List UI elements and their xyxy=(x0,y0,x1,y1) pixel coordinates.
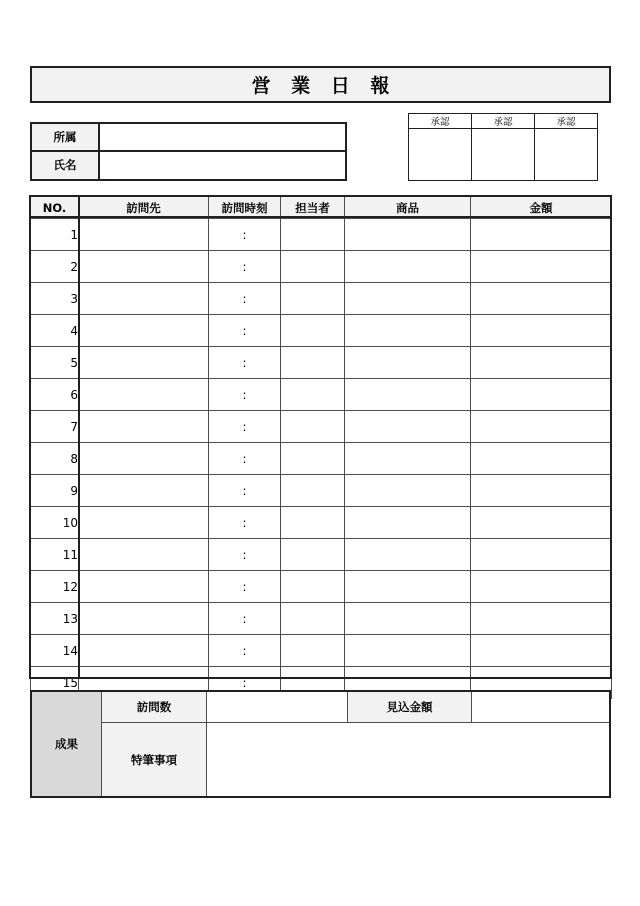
cell-destination[interactable] xyxy=(79,347,209,379)
person-info-block xyxy=(30,122,347,181)
name-row xyxy=(32,152,345,180)
cell-amount[interactable] xyxy=(471,379,612,411)
cell-destination[interactable] xyxy=(79,379,209,411)
cell-product[interactable] xyxy=(345,283,471,315)
name-label: 氏名 xyxy=(32,152,100,180)
results-remarks-row xyxy=(102,723,609,796)
affiliation-row xyxy=(32,124,345,152)
cell-no: 8 xyxy=(31,443,79,475)
table-row xyxy=(31,347,612,379)
cell-visit-time[interactable]: : xyxy=(209,443,281,475)
results-block xyxy=(30,690,611,798)
header-person-in-charge: 担当者 xyxy=(281,197,345,219)
cell-product[interactable] xyxy=(345,347,471,379)
approval-cell-3 xyxy=(535,114,597,180)
cell-visit-time[interactable]: : xyxy=(209,571,281,603)
approval-cell-1 xyxy=(409,114,472,180)
page-title: 営 業 日 報 xyxy=(251,75,397,97)
cell-no: 12 xyxy=(31,571,79,603)
cell-amount[interactable] xyxy=(471,219,612,251)
cell-no: 10 xyxy=(31,507,79,539)
table-row xyxy=(31,411,612,443)
cell-person-in-charge[interactable] xyxy=(281,539,345,571)
results-main xyxy=(102,692,609,796)
table-row xyxy=(31,379,612,411)
cell-amount[interactable] xyxy=(471,603,612,635)
cell-no: 6 xyxy=(31,379,79,411)
table-row xyxy=(31,315,612,347)
cell-product[interactable] xyxy=(345,379,471,411)
cell-amount[interactable] xyxy=(471,411,612,443)
approval-cell-2 xyxy=(472,114,535,180)
cell-amount[interactable] xyxy=(471,475,612,507)
table-row xyxy=(31,283,612,315)
approval-label-2: 承認 xyxy=(472,114,534,129)
cell-product[interactable] xyxy=(345,507,471,539)
visit-count-label: 訪問数 xyxy=(102,692,207,722)
cell-destination[interactable] xyxy=(79,283,209,315)
table-row xyxy=(31,219,612,251)
cell-visit-time[interactable]: : xyxy=(209,379,281,411)
cell-person-in-charge[interactable] xyxy=(281,219,345,251)
cell-visit-time[interactable]: : xyxy=(209,315,281,347)
table-row xyxy=(31,571,612,603)
cell-person-in-charge[interactable] xyxy=(281,347,345,379)
cell-destination[interactable] xyxy=(79,219,209,251)
cell-no: 7 xyxy=(31,411,79,443)
visit-count-input[interactable] xyxy=(207,692,348,722)
approval-label-1: 承認 xyxy=(409,114,471,129)
cell-amount[interactable] xyxy=(471,571,612,603)
header-destination: 訪問先 xyxy=(79,197,209,219)
cell-destination[interactable] xyxy=(79,475,209,507)
cell-visit-time[interactable]: : xyxy=(209,635,281,667)
approval-stamp-box xyxy=(408,113,598,181)
cell-person-in-charge[interactable] xyxy=(281,507,345,539)
cell-no: 4 xyxy=(31,315,79,347)
cell-visit-time[interactable]: : xyxy=(209,411,281,443)
cell-amount[interactable] xyxy=(471,283,612,315)
remarks-label: 特筆事項 xyxy=(102,723,207,796)
results-summary-row xyxy=(102,692,609,723)
approval-label-3: 承認 xyxy=(535,114,597,129)
table-row xyxy=(31,539,612,571)
expected-amount-label: 見込金額 xyxy=(348,692,472,722)
cell-destination[interactable] xyxy=(79,539,209,571)
cell-product[interactable] xyxy=(345,571,471,603)
cell-visit-time[interactable]: : xyxy=(209,507,281,539)
cell-person-in-charge[interactable] xyxy=(281,475,345,507)
table-row xyxy=(31,603,612,635)
cell-no: 5 xyxy=(31,347,79,379)
table-row xyxy=(31,507,612,539)
name-input[interactable] xyxy=(100,152,345,180)
cell-no: 3 xyxy=(31,283,79,315)
affiliation-label: 所属 xyxy=(32,124,100,150)
cell-destination[interactable] xyxy=(79,443,209,475)
form-title-bar xyxy=(30,66,611,103)
cell-person-in-charge[interactable] xyxy=(281,571,345,603)
table-row xyxy=(31,635,612,667)
visit-table xyxy=(30,196,612,699)
cell-no: 9 xyxy=(31,475,79,507)
expected-amount-input[interactable] xyxy=(472,692,609,722)
remarks-input[interactable] xyxy=(207,723,609,796)
cell-destination[interactable] xyxy=(79,571,209,603)
header-amount: 金額 xyxy=(471,197,612,219)
cell-product[interactable] xyxy=(345,539,471,571)
cell-no: 1 xyxy=(31,219,79,251)
cell-amount[interactable] xyxy=(471,315,612,347)
results-side-label: 成果 xyxy=(32,692,102,796)
cell-product[interactable] xyxy=(345,411,471,443)
cell-destination[interactable] xyxy=(79,411,209,443)
cell-product[interactable] xyxy=(345,635,471,667)
cell-product[interactable] xyxy=(345,251,471,283)
cell-visit-time[interactable]: : xyxy=(209,539,281,571)
approval-stamp-area-2[interactable] xyxy=(472,129,534,180)
cell-product[interactable] xyxy=(345,603,471,635)
cell-person-in-charge[interactable] xyxy=(281,411,345,443)
cell-amount[interactable] xyxy=(471,347,612,379)
approval-stamp-area-1[interactable] xyxy=(409,129,471,180)
cell-person-in-charge[interactable] xyxy=(281,379,345,411)
cell-person-in-charge[interactable] xyxy=(281,251,345,283)
cell-destination[interactable] xyxy=(79,603,209,635)
table-row xyxy=(31,251,612,283)
cell-visit-time[interactable]: : xyxy=(209,283,281,315)
cell-visit-time[interactable]: : xyxy=(209,219,281,251)
header-no: NO. xyxy=(31,197,79,219)
cell-visit-time[interactable]: : xyxy=(209,603,281,635)
cell-amount[interactable] xyxy=(471,251,612,283)
cell-product[interactable] xyxy=(345,443,471,475)
affiliation-input[interactable] xyxy=(100,124,345,150)
cell-person-in-charge[interactable] xyxy=(281,443,345,475)
cell-amount[interactable] xyxy=(471,539,612,571)
cell-destination[interactable] xyxy=(79,251,209,283)
cell-person-in-charge[interactable] xyxy=(281,315,345,347)
visit-table-body xyxy=(31,219,612,699)
approval-stamp-area-3[interactable] xyxy=(535,129,597,180)
cell-no: 11 xyxy=(31,539,79,571)
table-row xyxy=(31,475,612,507)
cell-person-in-charge[interactable] xyxy=(281,603,345,635)
cell-visit-time[interactable]: : xyxy=(209,667,281,699)
cell-no: 2 xyxy=(31,251,79,283)
cell-amount[interactable] xyxy=(471,507,612,539)
cell-product[interactable] xyxy=(345,315,471,347)
visit-table-header-row xyxy=(31,197,612,219)
cell-destination[interactable] xyxy=(79,315,209,347)
cell-no: 14 xyxy=(31,635,79,667)
cell-destination[interactable] xyxy=(79,507,209,539)
cell-no: 15 xyxy=(31,667,79,699)
header-visit-time: 訪問時刻 xyxy=(209,197,281,219)
cell-person-in-charge[interactable] xyxy=(281,283,345,315)
cell-visit-time[interactable]: : xyxy=(209,347,281,379)
cell-no: 13 xyxy=(31,603,79,635)
cell-visit-time[interactable]: : xyxy=(209,251,281,283)
cell-amount[interactable] xyxy=(471,635,612,667)
cell-visit-time[interactable]: : xyxy=(209,475,281,507)
cell-product[interactable] xyxy=(345,475,471,507)
cell-destination[interactable] xyxy=(79,635,209,667)
header-product: 商品 xyxy=(345,197,471,219)
cell-amount[interactable] xyxy=(471,443,612,475)
cell-product[interactable] xyxy=(345,219,471,251)
cell-person-in-charge[interactable] xyxy=(281,635,345,667)
table-row xyxy=(31,443,612,475)
